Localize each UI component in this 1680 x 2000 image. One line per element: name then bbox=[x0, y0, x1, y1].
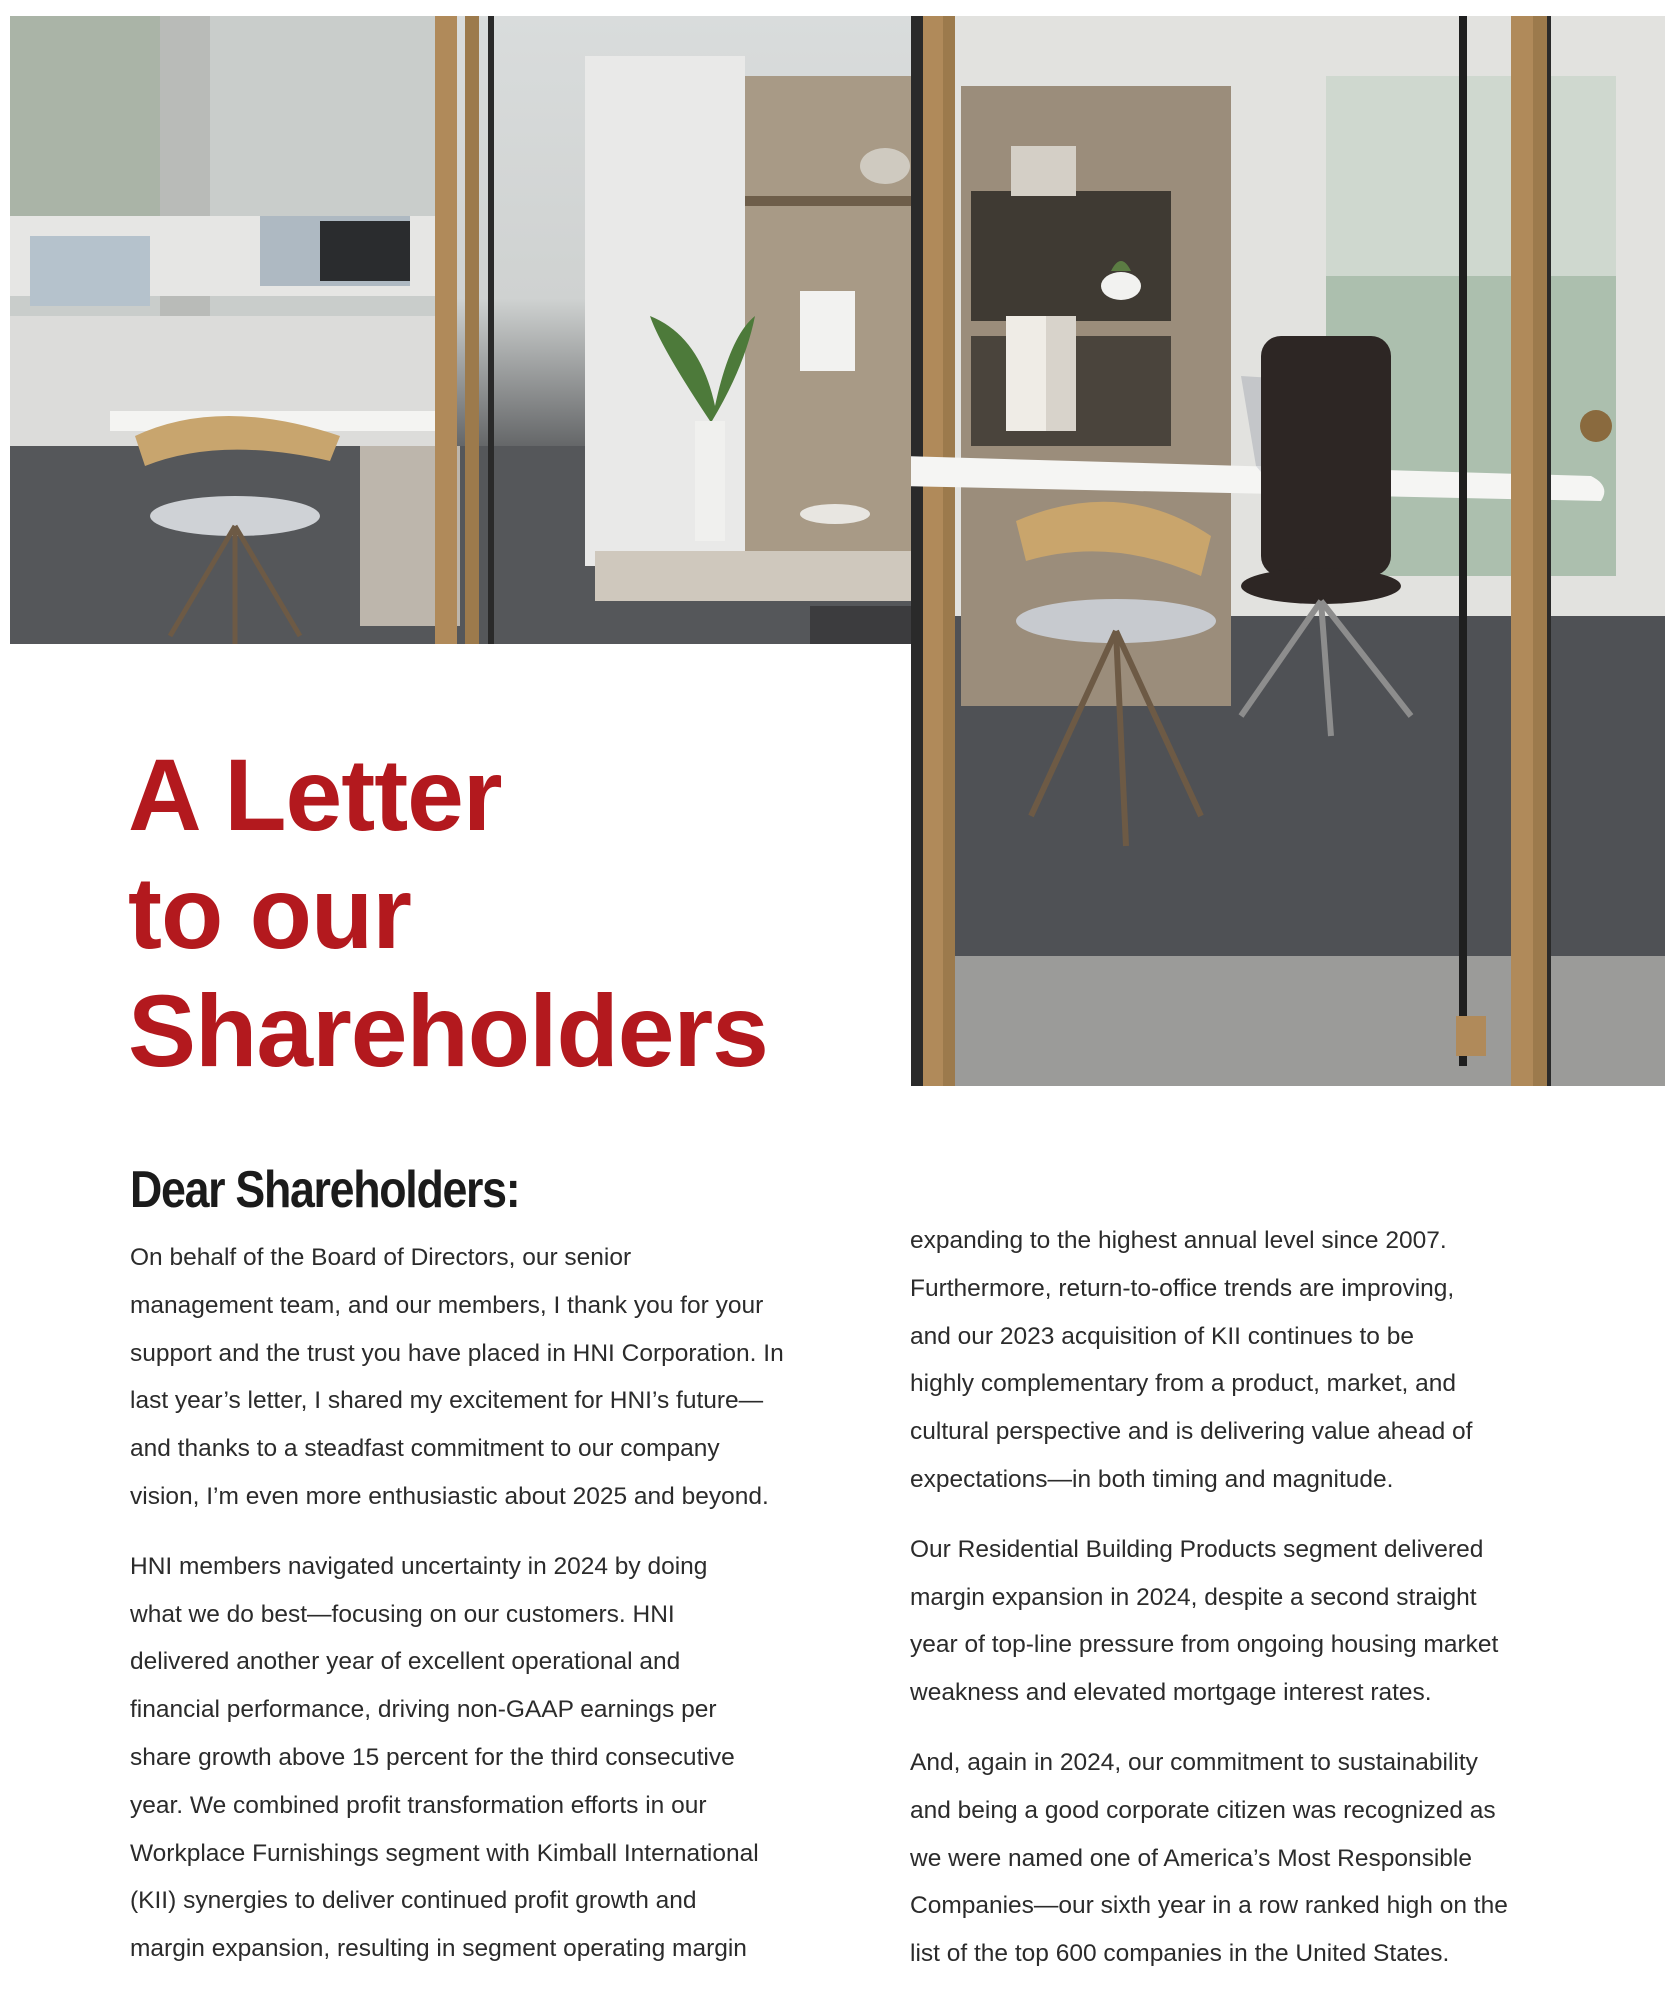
title-line: Shareholders bbox=[128, 974, 768, 1088]
text-line: and being a good corporate citizen was recognized as bbox=[910, 1796, 1496, 1824]
paragraph bbox=[910, 1526, 1610, 1717]
text-line: margin expansion, resulting in segment operating margin bbox=[130, 1935, 747, 1963]
text-line: weakness and elevated mortgage interest rates. bbox=[910, 1679, 1432, 1707]
left-column bbox=[130, 1234, 830, 1995]
text-line: and thanks to a steadfast commitment to our company bbox=[130, 1435, 720, 1463]
office-photo-left bbox=[10, 16, 913, 644]
text-line: last year’s letter, I shared my excitement for HNI’s future— bbox=[130, 1387, 764, 1415]
office-photo-right bbox=[911, 16, 1665, 1086]
paragraph bbox=[130, 1543, 830, 1973]
text-line: Furthermore, return-to-office trends are improving, bbox=[910, 1274, 1455, 1302]
text-line: (KII) synergies to deliver continued profit growth and bbox=[130, 1887, 697, 1915]
text-line: expectations—in both timing and magnitude. bbox=[910, 1465, 1394, 1493]
paragraph bbox=[910, 1217, 1610, 1504]
office-interior-photo-icon bbox=[10, 16, 913, 644]
text-line: financial performance, driving non-GAAP earnings per bbox=[130, 1696, 717, 1724]
text-line: management team, and our members, I thank you for your bbox=[130, 1291, 764, 1319]
text-line: vision, I’m even more enthusiastic about 2025 and beyond. bbox=[130, 1482, 769, 1510]
text-line: And, again in 2024, our commitment to sustainability bbox=[910, 1748, 1478, 1776]
text-line: list of the top 600 companies in the United States. bbox=[910, 1940, 1450, 1968]
text-line: On behalf of the Board of Directors, our senior bbox=[130, 1244, 632, 1271]
text-line: year. We combined profit transformation efforts in our bbox=[130, 1791, 707, 1819]
text-line: year of top-line pressure from ongoing housing market bbox=[910, 1631, 1499, 1659]
text-line: share growth above 15 percent for the third consecutive bbox=[130, 1743, 735, 1771]
title-line: to our bbox=[128, 856, 411, 970]
text-line: margin expansion in 2024, despite a second straight bbox=[910, 1583, 1477, 1611]
office-room-photo-icon bbox=[911, 16, 1665, 1086]
text-line: Workplace Furnishings segment with Kimball International bbox=[130, 1839, 759, 1867]
text-line: support and the trust you have placed in HNI Corporation. In bbox=[130, 1339, 784, 1367]
text-line: we were named one of America’s Most Responsible bbox=[910, 1844, 1472, 1872]
text-line: HNI members navigated uncertainty in 2024 by doing bbox=[130, 1552, 708, 1580]
greeting: Dear Shareholders: bbox=[130, 1161, 520, 1219]
text-line: Our Residential Building Products segment delivered bbox=[910, 1535, 1484, 1563]
paragraph bbox=[910, 1739, 1610, 1978]
letter-title bbox=[128, 736, 768, 1090]
text-line: delivered another year of excellent operational and bbox=[130, 1648, 681, 1676]
text-line: cultural perspective and is delivering value ahead of bbox=[910, 1418, 1473, 1446]
title-line: A Letter bbox=[128, 738, 502, 852]
text-line: Companies—our sixth year in a row ranked high on the bbox=[910, 1892, 1508, 1920]
text-line: expanding to the highest annual level since 2007. bbox=[910, 1227, 1447, 1254]
text-line: highly complementary from a product, market, and bbox=[910, 1370, 1457, 1398]
right-column bbox=[910, 1217, 1610, 2000]
text-line: and our 2023 acquisition of KII continues to be bbox=[910, 1322, 1414, 1350]
text-line: what we do best—focusing on our customers. HNI bbox=[130, 1600, 675, 1628]
paragraph bbox=[130, 1234, 830, 1521]
